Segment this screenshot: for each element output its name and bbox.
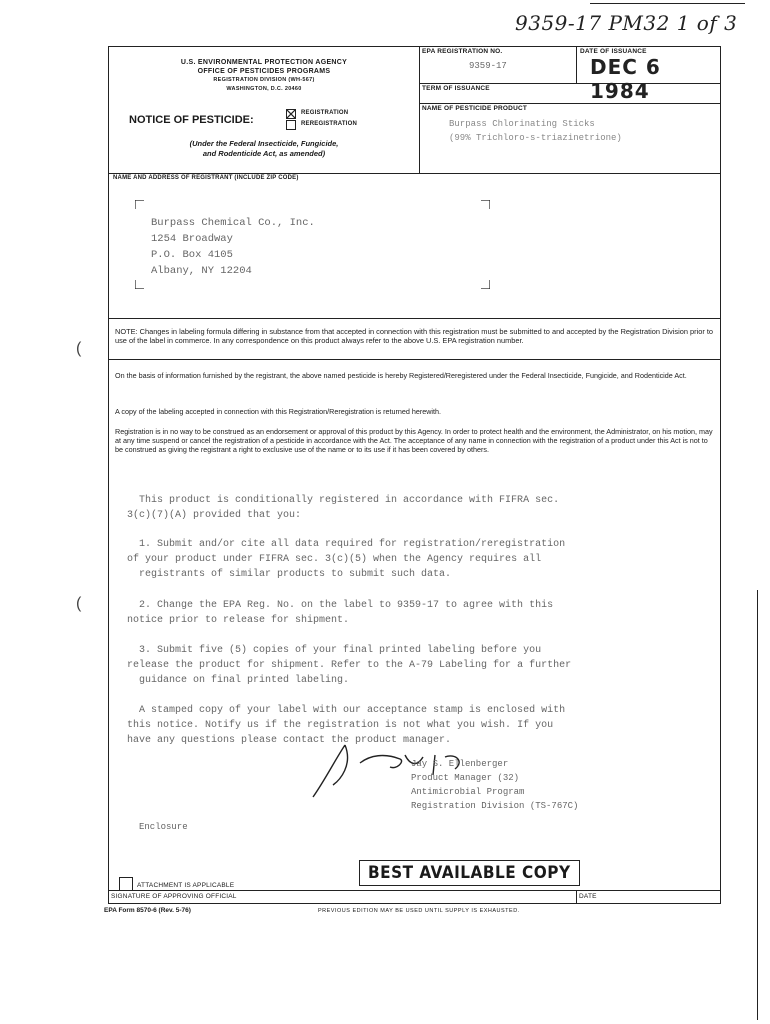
conditions-line: this notice. Notify us if the registration is not what you wish. If you xyxy=(127,720,554,731)
header-divider xyxy=(419,47,420,173)
date-footer-divider xyxy=(576,890,577,903)
top-rule xyxy=(590,3,745,4)
conditions-line: have any questions please contact the product manager. xyxy=(127,735,452,746)
endorsement-disclaimer: Registration is in no way to be construed as an endorsement or approval of this product by this Agency. In order to protect health and the environment, the Administrator, on his motion, may at any time suspend or cancel the registration of a pesticide in accordance with the Act. The acceptance of any name in connection with the registration of a product under this Act is not to be construed as giving the registrant a right to exclusive use of the name or to its use if it has been covered by others. xyxy=(115,427,713,455)
product-name-line-1: Burpass Chlorinating Sticks xyxy=(449,119,595,129)
labeling-note: NOTE: Changes in labeling formula differing in substance from that accepted in connection with this registration must be submitted to and accepted by the Registration Division prior to use of the label in commerce. In any correspondence on this product always refer to the above U.S. EPA registration number. xyxy=(115,327,713,346)
term-of-issuance-label: TERM OF ISSUANCE xyxy=(422,85,490,92)
conditions-line: 3. Submit five (5) copies of your final printed labeling before you xyxy=(139,645,542,656)
signatory-division: Registration Division (TS-767C) xyxy=(411,801,579,811)
registrant-pobox: P.O. Box 4105 xyxy=(151,249,233,261)
reregistration-checkbox xyxy=(286,120,296,130)
form-number: EPA Form 8570-6 (Rev. 5-76) xyxy=(104,907,191,914)
check-mark-icon xyxy=(287,110,295,118)
conditions-line: A stamped copy of your label with our acceptance stamp is enclosed with xyxy=(139,705,566,716)
conditions-line: guidance on final printed labeling. xyxy=(139,675,350,686)
labeling-copy-statement: A copy of the labeling accepted in connection with this Registration/Reregistration is returned herewith. xyxy=(115,407,442,416)
registration-notice-form xyxy=(108,46,721,904)
signatory-program: Antimicrobial Program xyxy=(411,787,525,797)
registrant-street: 1254 Broadway xyxy=(151,233,233,245)
body-rule xyxy=(109,359,720,360)
product-name-line-2: (99% Trichloro-s-triazinetrione) xyxy=(449,133,622,143)
registrant-city: Albany, NY 12204 xyxy=(151,265,252,277)
registration-statement: On the basis of information furnished by the registrant, the above named pesticide is hereby Registered/Reregistered under the Federal Insecticide, Fungicide, and Rodenticide Act. xyxy=(115,371,687,380)
margin-mark: ( xyxy=(76,595,82,612)
agency-division: REGISTRATION DIVISION (WH-567) xyxy=(213,77,315,83)
signature-rule xyxy=(109,890,720,891)
act-reference xyxy=(109,139,419,159)
conditions-line: This product is conditionally registered in accordance with FIFRA sec. xyxy=(139,495,560,506)
conditions-line: 1. Submit and/or cite all data required for registration/reregistration xyxy=(139,539,566,550)
date-of-issuance-stamp: DEC 6 1984 xyxy=(590,55,661,103)
signatory-name: Jay S. Ellenberger xyxy=(411,759,509,769)
note-rule xyxy=(109,318,720,319)
registrant-rule xyxy=(109,173,720,174)
handwritten-reference-number: 9359-17 PM32 1 of 3 xyxy=(515,11,738,35)
date-label: DATE xyxy=(579,893,597,900)
right-edge-rule xyxy=(757,590,758,1020)
agency-office: OFFICE OF PESTICIDES PROGRAMS xyxy=(197,67,331,75)
act-line-2: and Rodenticide Act, as amended) xyxy=(202,149,326,158)
address-corner-top-left xyxy=(135,200,144,209)
agency-address: WASHINGTON, D.C. 20460 xyxy=(226,85,302,92)
product-rule xyxy=(419,103,720,104)
registration-checkbox xyxy=(286,109,296,119)
signature-label: SIGNATURE OF APPROVING OFFICIAL xyxy=(111,893,237,900)
conditions-line: notice prior to release for shipment. xyxy=(127,615,350,626)
epa-registration-value: 9359-17 xyxy=(469,61,507,71)
conditions-line: of your product under FIFRA sec. 3(c)(5) when the Agency requires all xyxy=(127,554,542,565)
address-corner-bottom-left xyxy=(135,280,144,289)
conditions-line: registrants of similar products to submit such data. xyxy=(139,569,452,580)
conditions-line: 2. Change the EPA Reg. No. on the label to 9359-17 to agree with this xyxy=(139,600,554,611)
attachment-label: ATTACHMENT IS APPLICABLE xyxy=(137,882,235,889)
agency-name: U.S. ENVIRONMENTAL PROTECTION AGENCY xyxy=(180,59,348,66)
supply-notice: PREVIOUS EDITION MAY BE USED UNTIL SUPPLY IS EXHAUSTED. xyxy=(318,908,520,914)
registrant-label: NAME AND ADDRESS OF REGISTRANT (INCLUDE ZIP CODE) xyxy=(113,175,299,181)
agency-header xyxy=(109,59,419,93)
address-corner-top-right xyxy=(481,200,490,209)
notice-title: NOTICE OF PESTICIDE: xyxy=(129,114,254,126)
date-of-issuance-label: DATE OF ISSUANCE xyxy=(580,48,647,55)
product-name-label: NAME OF PESTICIDE PRODUCT xyxy=(422,105,528,112)
act-line-1: (Under the Federal Insecticide, Fungicide, xyxy=(189,139,339,148)
signatory-title: Product Manager (32) xyxy=(411,773,520,783)
enclosure-note: Enclosure xyxy=(139,822,188,832)
conditions-line: release the product for shipment. Refer to the A-79 Labeling for a further xyxy=(127,660,572,671)
epa-registration-label: EPA REGISTRATION NO. xyxy=(422,48,503,55)
registrant-name: Burpass Chemical Co., Inc. xyxy=(151,217,315,229)
reregistration-option: REREGISTRATION xyxy=(301,121,358,127)
registrant-address xyxy=(151,215,315,279)
registration-option: REGISTRATION xyxy=(301,110,349,116)
address-corner-bottom-right xyxy=(481,280,490,289)
conditions-line: 3(c)(7)(A) provided that you: xyxy=(127,510,302,521)
date-divider xyxy=(576,47,577,83)
attachment-checkbox xyxy=(119,877,133,891)
signature-block xyxy=(411,757,578,813)
margin-mark: ( xyxy=(76,340,82,357)
best-available-copy-stamp: BEST AVAILABLE COPY xyxy=(359,860,580,886)
